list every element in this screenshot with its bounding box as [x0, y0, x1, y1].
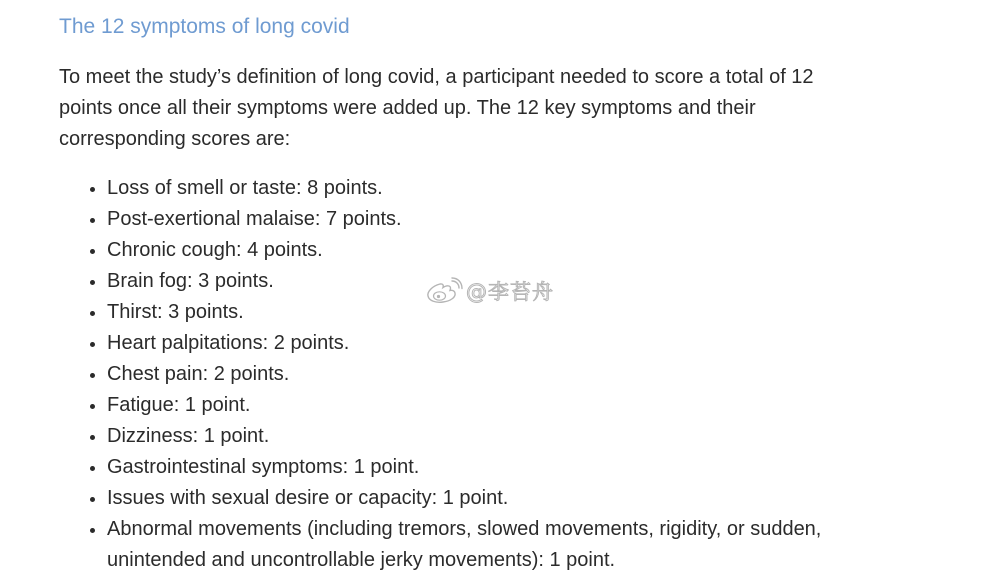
intro-line: corresponding scores are: — [59, 128, 291, 150]
bullet-icon — [90, 466, 95, 471]
intro-paragraph — [59, 62, 909, 155]
symptom-text: unintended and uncontrollable jerky movements): 1 point. — [107, 549, 616, 571]
bullet-icon — [90, 404, 95, 409]
bullet-icon — [90, 528, 95, 533]
symptom-text: Issues with sexual desire or capacity: 1 point. — [107, 487, 509, 509]
symptom-item — [0, 328, 1000, 359]
bullet-icon — [90, 280, 95, 285]
bullet-icon — [90, 218, 95, 223]
symptom-text: Post-exertional malaise: 7 points. — [107, 208, 402, 230]
watermark-text: @李苔舟 — [466, 280, 554, 304]
weibo-logo-icon — [425, 277, 463, 305]
symptom-text: Fatigue: 1 point. — [107, 394, 251, 416]
symptom-text: Gastrointestinal symptoms: 1 point. — [107, 456, 420, 478]
article-heading: The 12 symptoms of long covid — [59, 15, 350, 38]
symptom-text: Dizziness: 1 point. — [107, 425, 270, 447]
bullet-icon — [90, 311, 95, 316]
symptom-text: Chronic cough: 4 points. — [107, 239, 323, 261]
bullet-icon — [90, 342, 95, 347]
symptom-text: Loss of smell or taste: 8 points. — [107, 177, 383, 199]
symptom-item — [0, 235, 1000, 266]
symptom-text: Brain fog: 3 points. — [107, 270, 274, 292]
symptom-text: Abnormal movements (including tremors, slowed movements, rigidity, or sudden, — [107, 518, 822, 540]
bullet-icon — [90, 435, 95, 440]
watermark — [425, 276, 554, 306]
symptom-text: Chest pain: 2 points. — [107, 363, 290, 385]
symptom-item — [0, 173, 1000, 204]
symptom-list — [0, 173, 1000, 576]
symptom-text: Heart palpitations: 2 points. — [107, 332, 350, 354]
symptom-item — [0, 514, 1000, 576]
bullet-icon — [90, 373, 95, 378]
bullet-icon — [90, 187, 95, 192]
bullet-icon — [90, 497, 95, 502]
intro-line: points once all their symptoms were added up. The 12 key symptoms and their — [59, 97, 756, 119]
symptom-item — [0, 483, 1000, 514]
symptom-text: Thirst: 3 points. — [107, 301, 244, 323]
symptom-item — [0, 359, 1000, 390]
symptom-item — [0, 390, 1000, 421]
symptom-item — [0, 452, 1000, 483]
intro-line: To meet the study’s definition of long covid, a participant needed to score a total of 12 — [59, 66, 814, 88]
symptom-item — [0, 204, 1000, 235]
bullet-icon — [90, 249, 95, 254]
symptom-item — [0, 421, 1000, 452]
